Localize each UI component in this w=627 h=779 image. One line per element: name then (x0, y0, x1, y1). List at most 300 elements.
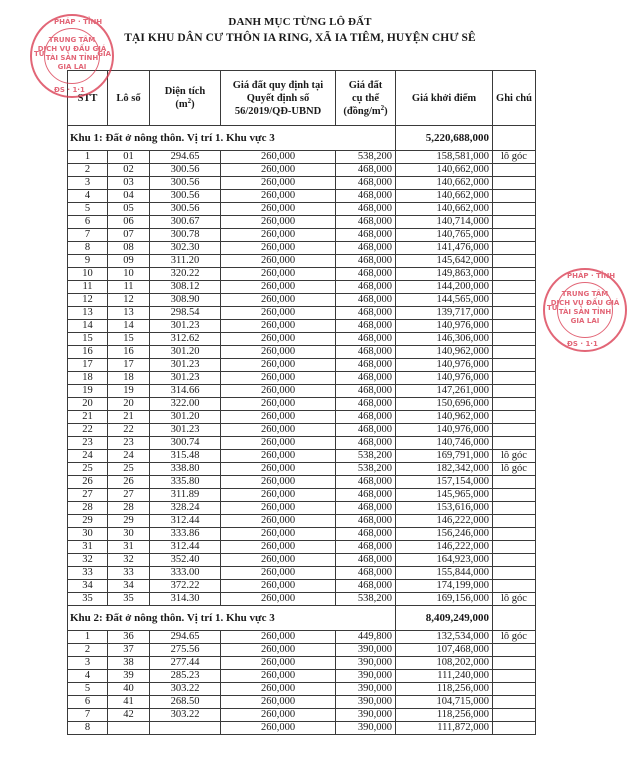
cell-gia-cu-the: 468,000 (336, 216, 396, 229)
table-row (68, 255, 536, 268)
cell-gia-quy-dinh: 260,000 (221, 307, 336, 320)
table-row (68, 242, 536, 255)
cell-gia-cu-the: 538,200 (336, 593, 396, 606)
cell-gia-quy-dinh: 260,000 (221, 644, 336, 657)
cell-dien-tich: 328.24 (150, 502, 221, 515)
table-row (68, 268, 536, 281)
cell-gia-quy-dinh: 260,000 (221, 502, 336, 515)
cell-stt: 6 (68, 216, 108, 229)
table-row (68, 463, 536, 476)
table-row (68, 437, 536, 450)
cell-gia-cu-the: 538,200 (336, 463, 396, 476)
cell-lo-so: 01 (108, 151, 150, 164)
header-lo-so: Lô số (108, 71, 150, 126)
cell-gia-quy-dinh: 260,000 (221, 320, 336, 333)
cell-gia-quy-dinh: 260,000 (221, 554, 336, 567)
cell-gia-quy-dinh: 260,000 (221, 476, 336, 489)
cell-dien-tich: 275.56 (150, 644, 221, 657)
document-subtitle: TẠI KHU DÂN CƯ THÔN IA RING, XÃ IA TIÊM, HUYỆN CHƯ SÊ (124, 32, 476, 44)
cell-gia-quy-dinh: 260,000 (221, 203, 336, 216)
cell-gia-khoi-diem: 146,222,000 (396, 515, 493, 528)
cell-lo-so: 38 (108, 657, 150, 670)
cell-lo-so: 18 (108, 372, 150, 385)
section-label: Khu 2: Đất ở nông thôn. Vị trí 1. Khu vực 3 (68, 606, 396, 631)
table-row (68, 476, 536, 489)
cell-stt: 8 (68, 242, 108, 255)
table-row (68, 164, 536, 177)
cell-gia-quy-dinh: 260,000 (221, 631, 336, 644)
cell-gia-quy-dinh: 260,000 (221, 567, 336, 580)
cell-gia-khoi-diem: 157,154,000 (396, 476, 493, 489)
cell-gia-khoi-diem: 182,342,000 (396, 463, 493, 476)
cell-ghi-chu (493, 580, 536, 593)
section-row (68, 126, 536, 151)
cell-dien-tich: 333.00 (150, 567, 221, 580)
cell-lo-so: 08 (108, 242, 150, 255)
cell-lo-so: 25 (108, 463, 150, 476)
cell-lo-so: 23 (108, 437, 150, 450)
section-note (493, 606, 536, 631)
cell-lo-so: 15 (108, 333, 150, 346)
cell-gia-khoi-diem: 108,202,000 (396, 657, 493, 670)
cell-ghi-chu (493, 644, 536, 657)
cell-gia-cu-the: 468,000 (336, 333, 396, 346)
cell-ghi-chu (493, 346, 536, 359)
cell-gia-quy-dinh: 260,000 (221, 580, 336, 593)
cell-gia-khoi-diem: 144,200,000 (396, 281, 493, 294)
table-row (68, 683, 536, 696)
table-body (68, 126, 536, 735)
table-row (68, 151, 536, 164)
cell-gia-cu-the: 468,000 (336, 294, 396, 307)
cell-gia-cu-the: 449,800 (336, 631, 396, 644)
cell-gia-khoi-diem: 107,468,000 (396, 644, 493, 657)
cell-dien-tich: 301.23 (150, 320, 221, 333)
cell-lo-so: 22 (108, 424, 150, 437)
cell-gia-khoi-diem: 144,565,000 (396, 294, 493, 307)
cell-gia-cu-the: 468,000 (336, 437, 396, 450)
cell-dien-tich: 302.30 (150, 242, 221, 255)
cell-lo-so: 36 (108, 631, 150, 644)
table-row (68, 502, 536, 515)
cell-lo-so: 04 (108, 190, 150, 203)
cell-lo-so: 41 (108, 696, 150, 709)
cell-lo-so: 10 (108, 268, 150, 281)
cell-stt: 30 (68, 528, 108, 541)
cell-ghi-chu (493, 294, 536, 307)
cell-ghi-chu (493, 567, 536, 580)
cell-lo-so: 19 (108, 385, 150, 398)
cell-ghi-chu (493, 709, 536, 722)
cell-ghi-chu: lô góc (493, 450, 536, 463)
cell-stt: 24 (68, 450, 108, 463)
cell-gia-cu-the: 468,000 (336, 398, 396, 411)
cell-stt: 2 (68, 644, 108, 657)
cell-stt: 3 (68, 657, 108, 670)
table-row (68, 216, 536, 229)
cell-gia-cu-the: 468,000 (336, 203, 396, 216)
cell-stt: 5 (68, 203, 108, 216)
cell-dien-tich: 285.23 (150, 670, 221, 683)
cell-gia-khoi-diem: 155,844,000 (396, 567, 493, 580)
cell-stt: 22 (68, 424, 108, 437)
cell-dien-tich: 300.67 (150, 216, 221, 229)
cell-gia-khoi-diem: 164,923,000 (396, 554, 493, 567)
cell-gia-quy-dinh: 260,000 (221, 424, 336, 437)
cell-ghi-chu (493, 281, 536, 294)
cell-stt: 31 (68, 541, 108, 554)
cell-gia-quy-dinh: 260,000 (221, 333, 336, 346)
table-row (68, 294, 536, 307)
cell-gia-quy-dinh: 260,000 (221, 164, 336, 177)
cell-ghi-chu (493, 411, 536, 424)
cell-lo-so: 30 (108, 528, 150, 541)
cell-ghi-chu: lô góc (493, 593, 536, 606)
table-row (68, 411, 536, 424)
table-row (68, 631, 536, 644)
cell-ghi-chu (493, 229, 536, 242)
cell-gia-quy-dinh: 260,000 (221, 216, 336, 229)
cell-dien-tich: 301.20 (150, 411, 221, 424)
cell-dien-tich: 308.12 (150, 281, 221, 294)
cell-dien-tich: 303.22 (150, 683, 221, 696)
cell-ghi-chu (493, 190, 536, 203)
cell-lo-so: 29 (108, 515, 150, 528)
table-row (68, 554, 536, 567)
cell-stt: 35 (68, 593, 108, 606)
cell-gia-quy-dinh: 260,000 (221, 722, 336, 735)
cell-gia-khoi-diem: 169,791,000 (396, 450, 493, 463)
table-row (68, 670, 536, 683)
cell-gia-quy-dinh: 260,000 (221, 372, 336, 385)
cell-ghi-chu (493, 333, 536, 346)
cell-stt: 14 (68, 320, 108, 333)
cell-stt: 7 (68, 229, 108, 242)
cell-stt: 11 (68, 281, 108, 294)
cell-dien-tich: 268.50 (150, 696, 221, 709)
cell-dien-tich: 311.89 (150, 489, 221, 502)
cell-ghi-chu (493, 372, 536, 385)
cell-gia-quy-dinh: 260,000 (221, 190, 336, 203)
table-row (68, 203, 536, 216)
cell-gia-khoi-diem: 169,156,000 (396, 593, 493, 606)
cell-stt: 7 (68, 709, 108, 722)
cell-lo-so: 39 (108, 670, 150, 683)
cell-gia-cu-the: 468,000 (336, 229, 396, 242)
cell-dien-tich: 308.90 (150, 294, 221, 307)
cell-lo-so: 17 (108, 359, 150, 372)
cell-gia-cu-the: 390,000 (336, 722, 396, 735)
cell-dien-tich: 372.22 (150, 580, 221, 593)
cell-lo-so: 33 (108, 567, 150, 580)
cell-ghi-chu (493, 696, 536, 709)
cell-stt: 3 (68, 177, 108, 190)
cell-gia-khoi-diem: 118,256,000 (396, 709, 493, 722)
cell-stt: 17 (68, 359, 108, 372)
table-row (68, 385, 536, 398)
cell-stt: 12 (68, 294, 108, 307)
cell-ghi-chu: lô góc (493, 463, 536, 476)
cell-gia-quy-dinh: 260,000 (221, 683, 336, 696)
cell-gia-khoi-diem: 147,261,000 (396, 385, 493, 398)
cell-lo-so: 02 (108, 164, 150, 177)
header-ghi-chu: Ghi chú (493, 71, 536, 126)
table-row (68, 177, 536, 190)
cell-stt: 25 (68, 463, 108, 476)
cell-gia-cu-the: 390,000 (336, 670, 396, 683)
cell-dien-tich: 314.30 (150, 593, 221, 606)
cell-ghi-chu (493, 670, 536, 683)
cell-gia-quy-dinh: 260,000 (221, 242, 336, 255)
cell-dien-tich: 301.23 (150, 424, 221, 437)
header-stt: STT (68, 71, 108, 126)
cell-stt: 32 (68, 554, 108, 567)
cell-dien-tich: 322.00 (150, 398, 221, 411)
cell-gia-cu-the: 468,000 (336, 281, 396, 294)
header-gia-cu-the: Giá đất cụ thể $(đồng/m^2)$ (336, 71, 396, 126)
cell-gia-khoi-diem: 149,863,000 (396, 268, 493, 281)
cell-gia-khoi-diem: 118,256,000 (396, 683, 493, 696)
cell-gia-cu-the: 468,000 (336, 515, 396, 528)
cell-dien-tich: 298.54 (150, 307, 221, 320)
table-row (68, 450, 536, 463)
table-row (68, 593, 536, 606)
header-dien-tich: Diện tích $(m^2)$ (150, 71, 221, 126)
cell-lo-so: 31 (108, 541, 150, 554)
cell-lo-so: 42 (108, 709, 150, 722)
cell-gia-cu-the: 468,000 (336, 372, 396, 385)
cell-dien-tich (150, 722, 221, 735)
table-row (68, 190, 536, 203)
cell-gia-quy-dinh: 260,000 (221, 528, 336, 541)
cell-dien-tich: 300.56 (150, 164, 221, 177)
cell-gia-quy-dinh: 260,000 (221, 151, 336, 164)
cell-gia-khoi-diem: 140,765,000 (396, 229, 493, 242)
section-total: 5,220,688,000 (396, 126, 493, 151)
cell-gia-cu-the: 468,000 (336, 580, 396, 593)
cell-gia-khoi-diem: 140,662,000 (396, 177, 493, 190)
cell-stt: 9 (68, 255, 108, 268)
table-row (68, 359, 536, 372)
cell-stt: 15 (68, 333, 108, 346)
cell-stt: 23 (68, 437, 108, 450)
table-header-row (68, 71, 536, 126)
cell-ghi-chu (493, 255, 536, 268)
cell-gia-cu-the: 468,000 (336, 567, 396, 580)
cell-stt: 26 (68, 476, 108, 489)
cell-gia-quy-dinh: 260,000 (221, 670, 336, 683)
cell-stt: 28 (68, 502, 108, 515)
cell-ghi-chu (493, 359, 536, 372)
cell-dien-tich: 312.62 (150, 333, 221, 346)
cell-ghi-chu (493, 242, 536, 255)
header-gia-quy-dinh: Giá đất quy định tại Quyết định số 56/2019/QĐ-UBND (221, 71, 336, 126)
cell-dien-tich: 335.80 (150, 476, 221, 489)
cell-gia-cu-the: 390,000 (336, 696, 396, 709)
cell-gia-cu-the: 390,000 (336, 709, 396, 722)
table-row (68, 398, 536, 411)
cell-ghi-chu (493, 722, 536, 735)
cell-gia-quy-dinh: 260,000 (221, 229, 336, 242)
cell-gia-cu-the: 468,000 (336, 502, 396, 515)
cell-dien-tich: 300.56 (150, 190, 221, 203)
table-row (68, 320, 536, 333)
cell-gia-quy-dinh: 260,000 (221, 709, 336, 722)
cell-gia-cu-the: 468,000 (336, 359, 396, 372)
cell-dien-tich: 300.74 (150, 437, 221, 450)
cell-stt: 16 (68, 346, 108, 359)
cell-gia-cu-the: 390,000 (336, 657, 396, 670)
cell-ghi-chu (493, 437, 536, 450)
cell-gia-cu-the: 468,000 (336, 164, 396, 177)
cell-lo-so: 13 (108, 307, 150, 320)
cell-gia-cu-the: 390,000 (336, 683, 396, 696)
cell-gia-quy-dinh: 260,000 (221, 359, 336, 372)
cell-gia-khoi-diem: 104,715,000 (396, 696, 493, 709)
cell-stt: 27 (68, 489, 108, 502)
table-row (68, 489, 536, 502)
cell-gia-quy-dinh: 260,000 (221, 346, 336, 359)
cell-gia-cu-the: 538,200 (336, 450, 396, 463)
cell-dien-tich: 301.23 (150, 359, 221, 372)
cell-gia-khoi-diem: 139,717,000 (396, 307, 493, 320)
cell-lo-so: 14 (108, 320, 150, 333)
cell-ghi-chu (493, 320, 536, 333)
cell-gia-khoi-diem: 156,246,000 (396, 528, 493, 541)
section-total: 8,409,249,000 (396, 606, 493, 631)
cell-gia-khoi-diem: 174,199,000 (396, 580, 493, 593)
cell-lo-so: 05 (108, 203, 150, 216)
cell-gia-quy-dinh: 260,000 (221, 255, 336, 268)
cell-lo-so: 37 (108, 644, 150, 657)
section-row (68, 606, 536, 631)
cell-lo-so: 26 (108, 476, 150, 489)
table-row (68, 580, 536, 593)
cell-gia-quy-dinh: 260,000 (221, 385, 336, 398)
cell-gia-quy-dinh: 260,000 (221, 294, 336, 307)
cell-stt: 4 (68, 670, 108, 683)
cell-gia-cu-the: 468,000 (336, 268, 396, 281)
cell-ghi-chu (493, 515, 536, 528)
cell-gia-quy-dinh: 260,000 (221, 696, 336, 709)
cell-dien-tich: 338.80 (150, 463, 221, 476)
cell-stt: 1 (68, 631, 108, 644)
cell-dien-tich: 320.22 (150, 268, 221, 281)
cell-ghi-chu (493, 502, 536, 515)
cell-stt: 21 (68, 411, 108, 424)
cell-stt: 1 (68, 151, 108, 164)
seal-stamp-left: PHÁP · TỈNH TƯ GIA ĐS · 1·1 TRUNG TÂM DỊCH VỤ ĐẤU GIÁ TÀI SẢN TỈNH GIA LAI (30, 14, 114, 98)
cell-dien-tich: 311.20 (150, 255, 221, 268)
cell-gia-cu-the: 468,000 (336, 346, 396, 359)
cell-stt: 4 (68, 190, 108, 203)
section-note (493, 126, 536, 151)
cell-stt: 29 (68, 515, 108, 528)
cell-lo-so: 27 (108, 489, 150, 502)
cell-gia-quy-dinh: 260,000 (221, 268, 336, 281)
cell-ghi-chu (493, 398, 536, 411)
cell-gia-khoi-diem: 140,746,000 (396, 437, 493, 450)
table-row (68, 567, 536, 580)
cell-gia-quy-dinh: 260,000 (221, 177, 336, 190)
cell-gia-quy-dinh: 260,000 (221, 541, 336, 554)
table-row (68, 372, 536, 385)
cell-gia-khoi-diem: 111,872,000 (396, 722, 493, 735)
cell-gia-khoi-diem: 150,696,000 (396, 398, 493, 411)
cell-ghi-chu (493, 177, 536, 190)
cell-gia-quy-dinh: 260,000 (221, 515, 336, 528)
cell-dien-tich: 277.44 (150, 657, 221, 670)
cell-lo-so: 20 (108, 398, 150, 411)
cell-ghi-chu (493, 528, 536, 541)
cell-ghi-chu (493, 489, 536, 502)
cell-gia-cu-the: 468,000 (336, 554, 396, 567)
seal-stamp-right: PHÁP · TỈNH TƯ ĐS · 1·1 TRUNG TÂM DỊCH VỤ ĐẤU GIÁ TÀI SẢN TỈNH GIA LAI (543, 268, 627, 352)
cell-ghi-chu: lô góc (493, 631, 536, 644)
cell-stt: 13 (68, 307, 108, 320)
cell-dien-tich: 312.44 (150, 515, 221, 528)
cell-dien-tich: 294.65 (150, 631, 221, 644)
table-row (68, 281, 536, 294)
cell-gia-khoi-diem: 140,962,000 (396, 411, 493, 424)
cell-lo-so: 09 (108, 255, 150, 268)
cell-ghi-chu (493, 385, 536, 398)
cell-ghi-chu (493, 554, 536, 567)
cell-dien-tich: 303.22 (150, 709, 221, 722)
cell-dien-tich: 315.48 (150, 450, 221, 463)
cell-gia-cu-the: 468,000 (336, 541, 396, 554)
cell-gia-cu-the: 468,000 (336, 177, 396, 190)
cell-gia-cu-the: 468,000 (336, 307, 396, 320)
table-row (68, 644, 536, 657)
cell-ghi-chu (493, 203, 536, 216)
cell-gia-cu-the: 468,000 (336, 528, 396, 541)
cell-gia-cu-the: 468,000 (336, 411, 396, 424)
cell-ghi-chu (493, 541, 536, 554)
cell-gia-khoi-diem: 111,240,000 (396, 670, 493, 683)
cell-gia-cu-the: 468,000 (336, 476, 396, 489)
table-row (68, 528, 536, 541)
table-row (68, 515, 536, 528)
cell-gia-cu-the: 468,000 (336, 242, 396, 255)
cell-dien-tich: 312.44 (150, 541, 221, 554)
cell-dien-tich: 333.86 (150, 528, 221, 541)
cell-lo-so: 11 (108, 281, 150, 294)
table-row (68, 696, 536, 709)
cell-ghi-chu (493, 216, 536, 229)
cell-lo-so: 32 (108, 554, 150, 567)
cell-gia-cu-the: 468,000 (336, 385, 396, 398)
cell-gia-quy-dinh: 260,000 (221, 593, 336, 606)
cell-lo-so: 24 (108, 450, 150, 463)
cell-gia-cu-the: 468,000 (336, 190, 396, 203)
cell-gia-khoi-diem: 140,976,000 (396, 372, 493, 385)
cell-gia-quy-dinh: 260,000 (221, 657, 336, 670)
cell-dien-tich: 294.65 (150, 151, 221, 164)
cell-gia-khoi-diem: 141,476,000 (396, 242, 493, 255)
cell-gia-khoi-diem: 145,642,000 (396, 255, 493, 268)
cell-dien-tich: 300.56 (150, 177, 221, 190)
cell-lo-so: 21 (108, 411, 150, 424)
cell-gia-khoi-diem: 140,714,000 (396, 216, 493, 229)
land-lot-table (67, 70, 536, 735)
table-row (68, 424, 536, 437)
cell-lo-so: 34 (108, 580, 150, 593)
cell-gia-khoi-diem: 140,662,000 (396, 203, 493, 216)
cell-dien-tich: 301.20 (150, 346, 221, 359)
cell-gia-cu-the: 538,200 (336, 151, 396, 164)
cell-ghi-chu: lô góc (493, 151, 536, 164)
